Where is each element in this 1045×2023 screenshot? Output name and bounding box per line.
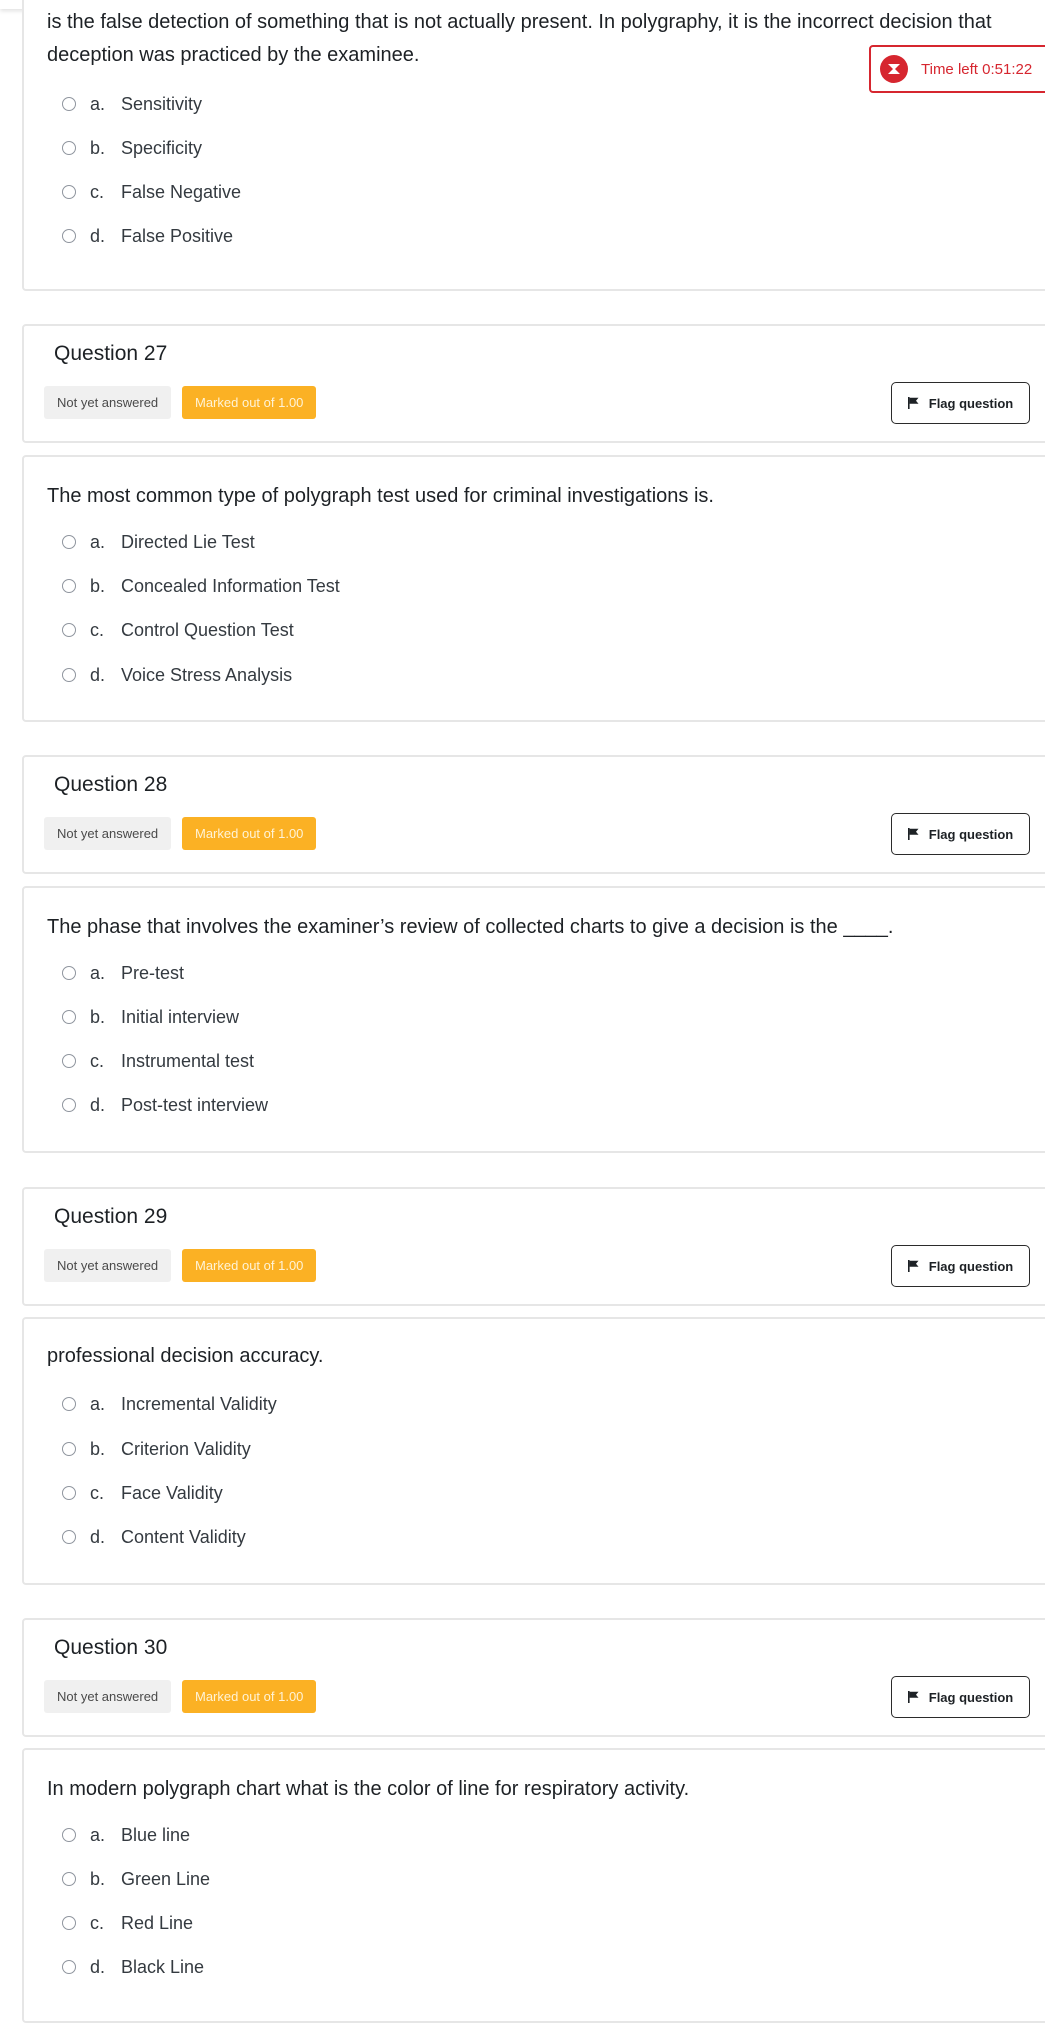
answer-option[interactable]: c. Instrumental test xyxy=(62,1046,254,1076)
flag-icon xyxy=(908,397,919,409)
question-number: Question 30 xyxy=(54,1636,168,1659)
question-text: professional decision accuracy. xyxy=(47,1345,324,1367)
hourglass-icon xyxy=(880,55,908,83)
status-badge: Not yet answered xyxy=(44,817,171,850)
flag-question-button[interactable]: Flag question xyxy=(891,813,1030,855)
flag-icon xyxy=(908,828,919,840)
radio-button[interactable] xyxy=(62,1916,76,1930)
timer xyxy=(869,45,1045,93)
flag-question-button[interactable]: Flag question xyxy=(891,382,1030,424)
radio-button[interactable] xyxy=(62,1054,76,1068)
question-26-content xyxy=(22,0,1045,291)
status-badge: Not yet answered xyxy=(44,386,171,419)
status-badge: Not yet answered xyxy=(44,1680,171,1713)
question-number: Question 28 xyxy=(54,773,168,796)
radio-button[interactable] xyxy=(62,1872,76,1886)
answer-option[interactable]: b. Concealed Information Test xyxy=(62,571,340,601)
question-27-info xyxy=(22,324,1045,443)
answer-option[interactable]: d. False Positive xyxy=(62,221,233,251)
radio-button[interactable] xyxy=(62,579,76,593)
answer-option[interactable]: d. Content Validity xyxy=(62,1522,246,1552)
answer-option[interactable]: a. Directed Lie Test xyxy=(62,527,255,557)
flag-icon xyxy=(908,1691,919,1703)
radio-button[interactable] xyxy=(62,229,76,243)
answer-option[interactable]: d. Post-test interview xyxy=(62,1090,268,1120)
answer-option[interactable]: c. Red Line xyxy=(62,1908,193,1938)
radio-button[interactable] xyxy=(62,1010,76,1024)
radio-button[interactable] xyxy=(62,1960,76,1974)
answer-option[interactable]: a. Sensitivity xyxy=(62,89,202,119)
answer-option[interactable]: a. Pre-test xyxy=(62,958,184,988)
radio-button[interactable] xyxy=(62,1828,76,1842)
marks-badge: Marked out of 1.00 xyxy=(182,386,316,419)
answer-option[interactable]: a. Blue line xyxy=(62,1820,190,1850)
question-text: In modern polygraph chart what is the color of line for respiratory activity. xyxy=(47,1778,690,1800)
question-27-content xyxy=(22,455,1045,722)
question-text: The most common type of polygraph test used for criminal investigations is. xyxy=(47,485,714,507)
question-number: Question 27 xyxy=(54,342,168,365)
answer-option[interactable]: d. Black Line xyxy=(62,1952,204,1982)
radio-button[interactable] xyxy=(62,668,76,682)
question-28-content xyxy=(22,886,1045,1153)
status-badge: Not yet answered xyxy=(44,1249,171,1282)
marks-badge: Marked out of 1.00 xyxy=(182,1680,316,1713)
question-text: is the false detection of something that is not actually present. In polygraphy, it is the incorrect decision that xyxy=(47,11,992,33)
radio-button[interactable] xyxy=(62,1486,76,1500)
question-30-content xyxy=(22,1748,1045,2023)
radio-button[interactable] xyxy=(62,623,76,637)
answer-option[interactable]: c. Face Validity xyxy=(62,1478,223,1508)
radio-button[interactable] xyxy=(62,1397,76,1411)
question-text: The phase that involves the examiner’s review of collected charts to give a decision is the ____. xyxy=(47,916,894,938)
question-text: deception was practiced by the examinee. xyxy=(47,44,420,66)
radio-button[interactable] xyxy=(62,97,76,111)
marks-badge: Marked out of 1.00 xyxy=(182,817,316,850)
answer-option[interactable]: b. Specificity xyxy=(62,133,202,163)
question-number: Question 29 xyxy=(54,1205,168,1228)
radio-button[interactable] xyxy=(62,1442,76,1456)
timer-label: Time left 0:51:22 xyxy=(921,60,1033,78)
question-29-content xyxy=(22,1317,1045,1585)
answer-option[interactable]: b. Green Line xyxy=(62,1864,210,1894)
flag-question-button[interactable]: Flag question xyxy=(891,1245,1030,1287)
answer-option[interactable]: a. Incremental Validity xyxy=(62,1389,277,1419)
flag-question-button[interactable]: Flag question xyxy=(891,1676,1030,1718)
answer-option[interactable]: b. Initial interview xyxy=(62,1002,239,1032)
question-29-info xyxy=(22,1187,1045,1306)
marks-badge: Marked out of 1.00 xyxy=(182,1249,316,1282)
radio-button[interactable] xyxy=(62,185,76,199)
radio-button[interactable] xyxy=(62,1098,76,1112)
radio-button[interactable] xyxy=(62,141,76,155)
question-30-info xyxy=(22,1618,1045,1737)
radio-button[interactable] xyxy=(62,535,76,549)
answer-option[interactable]: b. Criterion Validity xyxy=(62,1434,251,1464)
answer-option[interactable]: c. Control Question Test xyxy=(62,615,294,645)
answer-option[interactable]: c. False Negative xyxy=(62,177,241,207)
flag-icon xyxy=(908,1260,919,1272)
answer-option[interactable]: d. Voice Stress Analysis xyxy=(62,660,292,690)
radio-button[interactable] xyxy=(62,966,76,980)
radio-button[interactable] xyxy=(62,1530,76,1544)
question-28-info xyxy=(22,755,1045,874)
